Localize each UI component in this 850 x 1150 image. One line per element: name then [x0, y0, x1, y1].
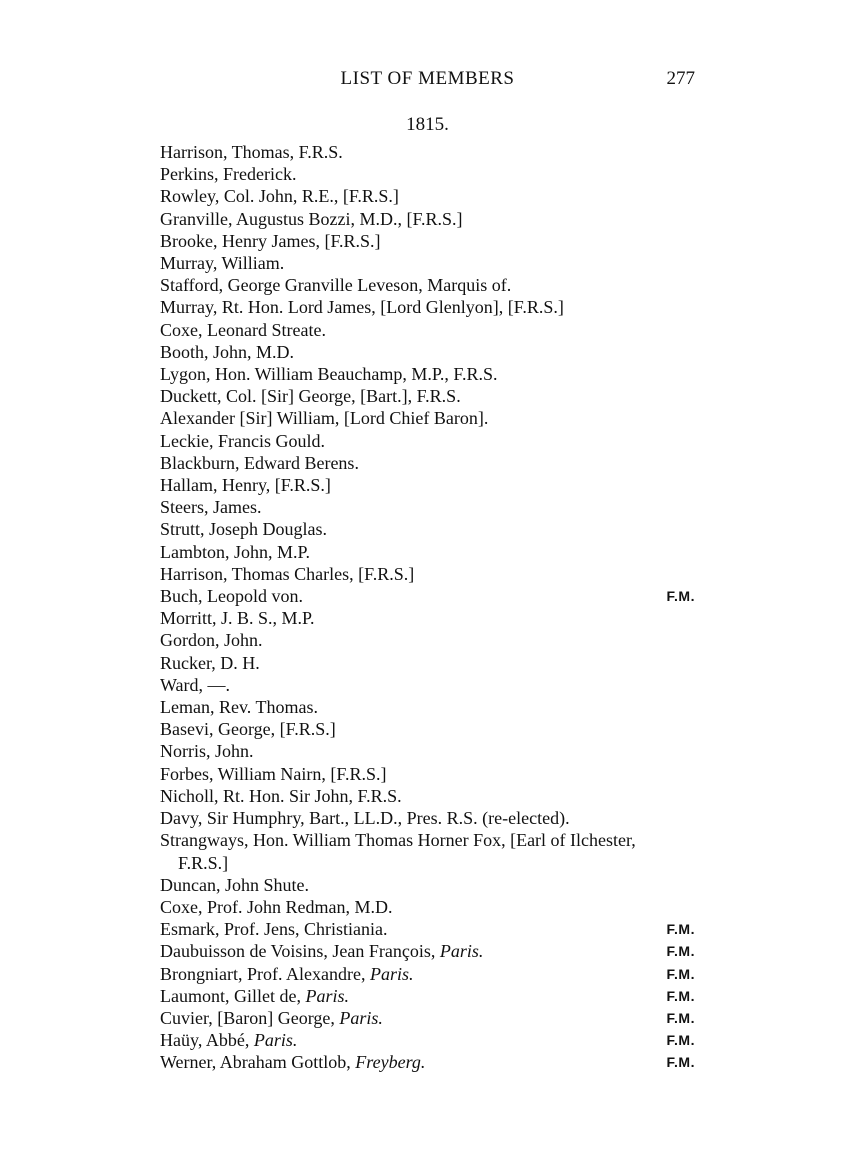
member-entry [160, 563, 695, 585]
member-text: Murray, William. [160, 253, 285, 274]
member-place: Paris. [339, 1007, 383, 1028]
member-name [160, 385, 695, 407]
member-entry [160, 430, 695, 452]
member-entry [160, 829, 695, 873]
member-text: Stafford, George Granville Leveson, Marquis of. [160, 275, 512, 296]
member-entry [160, 496, 695, 518]
member-place: Paris. [253, 1030, 298, 1051]
member-place: Paris. [369, 963, 414, 984]
member-text: Leman, Rev. Thomas. [160, 697, 318, 718]
member-entry [160, 141, 695, 163]
member-text: Harrison, Thomas, F.R.S. [160, 142, 343, 162]
member-text: Hallam, Henry, [F.R.S.] [160, 475, 331, 496]
member-text: Alexander [Sir] William, [Lord Chief Baron]. [160, 408, 489, 429]
member-text: Esmark, Prof. Jens, Christiania. [160, 919, 388, 940]
member-text: Brongniart, Prof. Alexandre, [160, 963, 370, 984]
member-entry [160, 896, 695, 918]
member-name [160, 163, 695, 185]
member-name [160, 629, 695, 651]
member-entry [160, 874, 695, 896]
member-entry [160, 407, 695, 429]
member-text: Gordon, John. [160, 630, 263, 651]
member-entry [160, 385, 695, 407]
member-entry [160, 629, 695, 651]
member-text: Coxe, Leonard Streate. [160, 319, 326, 340]
member-name [160, 963, 695, 985]
member-text: Strutt, Joseph Douglas. [160, 519, 328, 540]
member-name [160, 185, 695, 207]
member-name [160, 829, 695, 851]
member-name [160, 141, 695, 163]
member-place: Paris. [305, 985, 349, 1006]
page-number: 277 [666, 68, 695, 89]
member-place: Paris. [439, 941, 484, 962]
member-name [160, 1051, 695, 1073]
member-name [160, 563, 695, 585]
member-name [160, 807, 695, 829]
member-name [160, 341, 695, 363]
running-title: LIST OF MEMBERS [340, 68, 515, 89]
page-header [160, 68, 695, 98]
member-text: Haüy, Abbé, [160, 1030, 254, 1051]
member-name [160, 918, 695, 940]
member-name [160, 696, 695, 718]
foreign-member-mark: F.M. [666, 588, 695, 605]
member-name [160, 763, 695, 785]
member-entry [160, 296, 695, 318]
member-text: Coxe, Prof. John Redman, M.D. [160, 896, 393, 917]
member-text: Buch, Leopold von. [160, 586, 303, 607]
member-text: Daubuisson de Voisins, Jean François, [160, 941, 440, 962]
member-name [160, 452, 695, 474]
member-text: Blackburn, Edward Berens. [160, 452, 359, 473]
member-entry [160, 541, 695, 563]
member-name [160, 252, 695, 274]
member-entry [160, 763, 695, 785]
member-name [160, 430, 695, 452]
member-entry [160, 185, 695, 207]
member-name [160, 363, 695, 385]
member-text: Strangways, Hon. William Thomas Horner Fox, [Earl of Ilchester, [160, 830, 636, 851]
member-text: Brooke, Henry James, [F.R.S.] [160, 230, 381, 251]
member-name [160, 718, 695, 740]
member-text: Harrison, Thomas Charles, [F.R.S.] [160, 563, 415, 584]
member-name [160, 607, 695, 629]
member-text: Duncan, John Shute. [160, 874, 309, 895]
foreign-member-mark: F.M. [666, 1032, 695, 1049]
member-name [160, 740, 695, 762]
member-text: Davy, Sir Humphry, Bart., LL.D., Pres. R.S. (re-elected). [160, 808, 570, 829]
member-name [160, 652, 695, 674]
member-entry [160, 940, 695, 962]
member-name [160, 985, 695, 1007]
member-text: Laumont, Gillet de, [160, 985, 306, 1006]
member-entry [160, 230, 695, 252]
member-text: Granville, Augustus Bozzi, M.D., [F.R.S.] [160, 208, 463, 229]
member-text: Perkins, Frederick. [160, 164, 297, 185]
year-heading: 1815. [406, 114, 449, 135]
member-continuation: F.R.S.] [178, 852, 229, 873]
member-name [160, 541, 695, 563]
member-name [160, 296, 695, 318]
member-text: Booth, John, M.D. [160, 341, 295, 362]
member-name [160, 518, 695, 540]
member-entry [160, 652, 695, 674]
member-entry [160, 674, 695, 696]
member-name [160, 585, 695, 607]
member-text: Forbes, William Nairn, [F.R.S.] [160, 763, 387, 784]
member-name [160, 319, 695, 341]
member-entry [160, 163, 695, 185]
member-name [160, 208, 695, 230]
member-entry [160, 607, 695, 629]
member-name [160, 896, 695, 918]
member-entry [160, 363, 695, 385]
member-entry [160, 985, 695, 1007]
member-text: Steers, James. [160, 497, 262, 518]
member-name [160, 874, 695, 896]
member-name [160, 1007, 695, 1029]
member-entry [160, 918, 695, 940]
member-text: Lygon, Hon. William Beauchamp, M.P., F.R.S. [160, 364, 498, 385]
member-entry [160, 785, 695, 807]
member-name [160, 1029, 695, 1051]
member-text: Norris, John. [160, 741, 254, 762]
foreign-member-mark: F.M. [666, 1054, 695, 1071]
member-entry [160, 585, 695, 607]
member-name [160, 940, 695, 962]
member-text: Werner, Abraham Gottlob, [160, 1052, 356, 1073]
member-entry [160, 252, 695, 274]
member-entry [160, 696, 695, 718]
member-entry [160, 1007, 695, 1029]
member-text: Morritt, J. B. S., M.P. [160, 608, 315, 629]
foreign-member-mark: F.M. [666, 943, 695, 960]
member-entry [160, 963, 695, 985]
foreign-member-mark: F.M. [666, 1009, 695, 1026]
member-entry [160, 274, 695, 296]
member-entry [160, 740, 695, 762]
member-place: Freyberg. [355, 1052, 426, 1073]
member-entry [160, 518, 695, 540]
member-name [160, 674, 695, 696]
member-name [160, 407, 695, 429]
member-name [160, 230, 695, 252]
foreign-member-mark: F.M. [666, 921, 695, 938]
member-text: Nicholl, Rt. Hon. Sir John, F.R.S. [160, 785, 402, 806]
member-text: Ward, —. [160, 674, 231, 695]
member-name [160, 274, 695, 296]
member-text: Rowley, Col. John, R.E., [F.R.S.] [160, 186, 399, 207]
member-entry [160, 718, 695, 740]
member-text: Murray, Rt. Hon. Lord James, [Lord Glenlyon], [F.R.S.] [160, 297, 564, 318]
member-entry [160, 452, 695, 474]
member-entry [160, 341, 695, 363]
member-name [160, 785, 695, 807]
member-name [160, 496, 695, 518]
member-entry [160, 1051, 695, 1073]
member-entry [160, 807, 695, 829]
member-entry [160, 319, 695, 341]
member-text: Rucker, D. H. [160, 652, 260, 673]
member-text: Basevi, George, [F.R.S.] [160, 719, 336, 740]
member-text: Lambton, John, M.P. [160, 541, 311, 562]
member-list [160, 141, 695, 1074]
member-text: Duckett, Col. [Sir] George, [Bart.], F.R.S. [160, 386, 461, 407]
member-entry [160, 474, 695, 496]
member-text: Cuvier, [Baron] George, [160, 1007, 340, 1028]
member-entry [160, 1029, 695, 1051]
foreign-member-mark: F.M. [666, 965, 695, 982]
member-entry [160, 208, 695, 230]
member-text: Leckie, Francis Gould. [160, 430, 325, 451]
member-name [160, 474, 695, 496]
foreign-member-mark: F.M. [666, 987, 695, 1004]
